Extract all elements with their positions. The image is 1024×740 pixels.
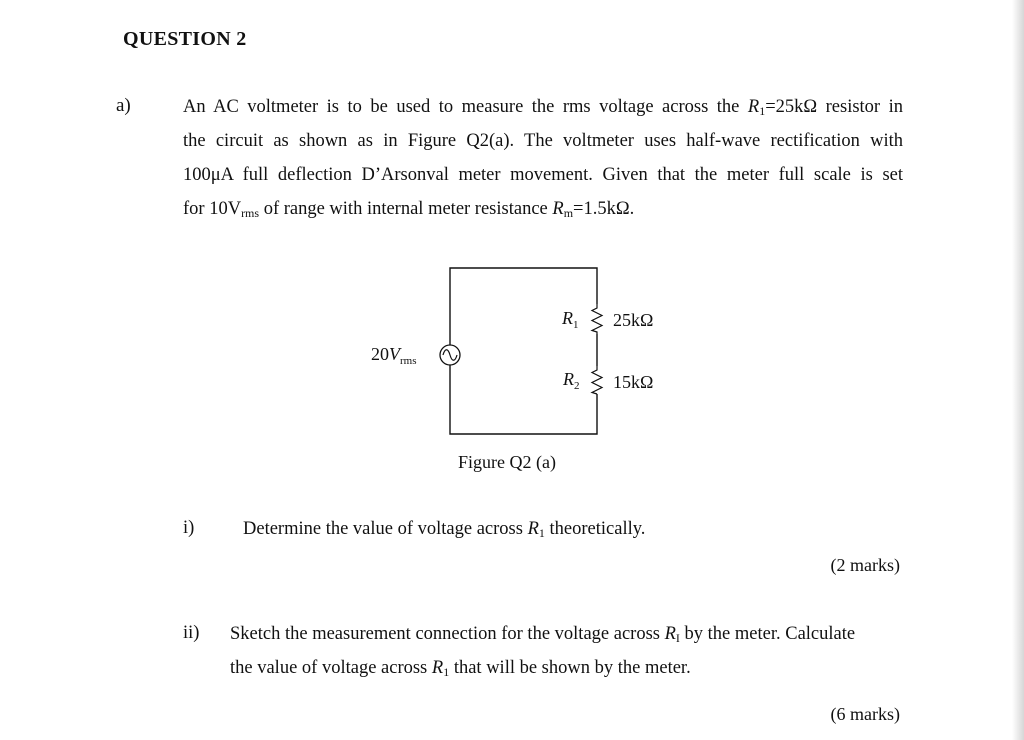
source-label: $20V_{rms}$ — [371, 344, 417, 367]
sub-question-ii-line-2: the value of voltage across $R_1$ that will be shown by the meter. — [230, 658, 691, 679]
sub-question-ii-label: ii) — [183, 623, 200, 643]
circuit-wire — [450, 268, 597, 345]
r1-resistor-icon — [592, 304, 602, 334]
question-heading: QUESTION 2 — [123, 28, 247, 50]
r1-value: 25kΩ — [613, 310, 654, 330]
r2-resistor-icon — [592, 366, 602, 394]
r2-value: 15kΩ — [613, 372, 654, 392]
intro-line-4: for $10V_{rms}$ of range with internal meter resistance $R_m=1.5k\Omega$. — [183, 199, 635, 220]
r2-label: $R_2$ — [563, 369, 580, 392]
intro-line-3: 100μA full deflection D’Arsonval meter movement. Given that the meter full scale is set — [183, 165, 903, 185]
r1-label: $R_1$ — [562, 308, 579, 331]
sub-question-ii-line-1: Sketch the measurement connection for the voltage across $R_I$ by the meter. Calculate — [230, 624, 856, 645]
page-edge-shadow — [1012, 0, 1024, 740]
sub-question-i-text: Determine the value of voltage across $R_1$ theoretically. — [243, 519, 646, 540]
figure-caption: Figure Q2 (a) — [458, 452, 556, 472]
circuit-wire — [450, 365, 597, 434]
part-a-label: a) — [116, 95, 131, 116]
marks-i: (2 marks) — [830, 555, 900, 575]
marks-ii: (6 marks) — [830, 704, 900, 724]
intro-line-2: the circuit as shown as in Figure Q2(a). The voltmeter uses half-wave rectification with — [183, 131, 903, 151]
sub-question-i-label: i) — [183, 518, 195, 538]
circuit-diagram — [360, 258, 680, 448]
intro-line-1: An AC voltmeter is to be used to measure the rms voltage across the $R_1=25k\Omega$ resistor in — [183, 97, 903, 118]
